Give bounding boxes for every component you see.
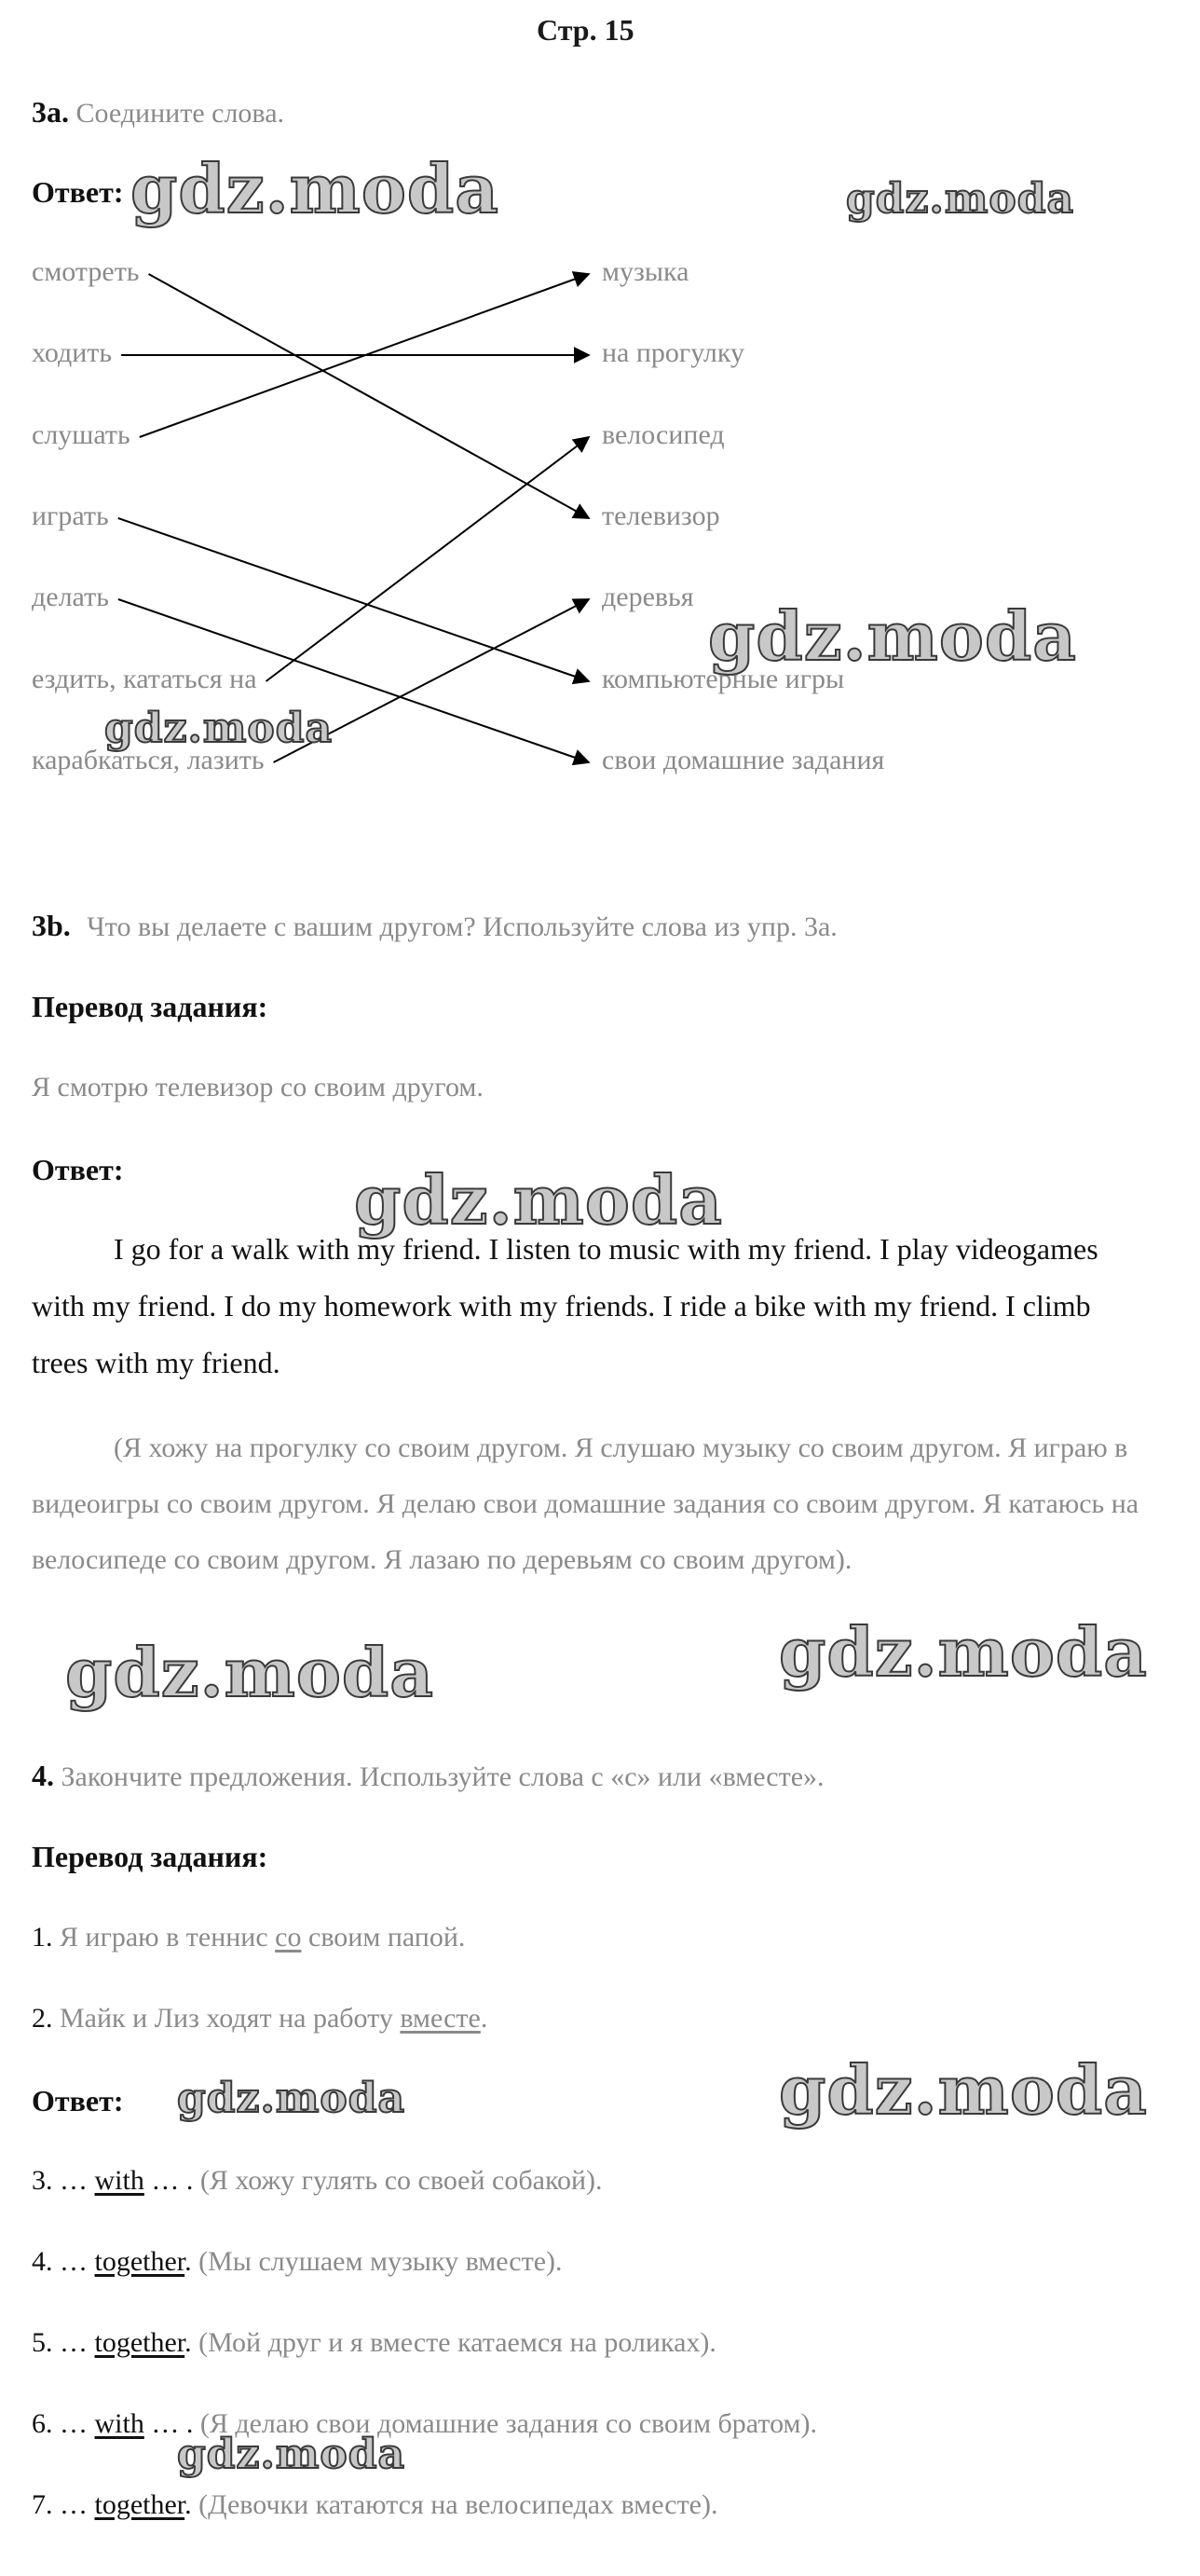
answer-pre: … — [60, 2408, 95, 2439]
answer-post: . — [184, 2246, 192, 2277]
ex4-heading — [32, 1759, 825, 1793]
answer-translation: (Мы слушаем музыку вместе). — [191, 2246, 563, 2277]
answer-word: with — [94, 2165, 144, 2196]
answer-post: … . — [143, 2408, 194, 2439]
answer-word: together — [94, 2489, 185, 2520]
watermark: gdz.moda — [177, 2431, 406, 2478]
watermark: gdz.moda — [779, 1612, 1148, 1692]
answer-word: with — [94, 2408, 144, 2439]
ex4-task: Закончите предложения. Используйте слова с «с» или «вместе». — [61, 1761, 825, 1792]
answer-post: . — [184, 2489, 192, 2520]
example-text: Майк и Лиз ходят на работу — [60, 2003, 401, 2034]
ex4-answer-3 — [32, 2165, 603, 2197]
watermark: gdz.moda — [65, 1633, 434, 1712]
example-num: 1. — [32, 1922, 53, 1953]
watermark: gdz.moda — [779, 2050, 1148, 2130]
ex3b-translation-label: Перевод задания: — [32, 990, 268, 1023]
answer-translation: (Девочки катаются на велосипедах вместе). — [191, 2489, 718, 2520]
ex3a-task: Соедините слова. — [75, 98, 285, 129]
left-word-6: карабкаться, лазить — [32, 745, 265, 775]
left-word-4: делать — [32, 582, 109, 612]
ex3b-translation: Я смотрю телевизор со своим другом. — [32, 1072, 484, 1103]
ex4-answer-6 — [32, 2408, 817, 2440]
ex3b-number: 3b. — [32, 909, 71, 942]
answer-word: together — [94, 2327, 185, 2358]
ex3b-heading — [32, 909, 838, 943]
match-arrow-5-2 — [266, 437, 589, 681]
watermark: gdz.moda — [708, 596, 1077, 676]
answer-pre: … — [60, 2246, 95, 2277]
answer-num: 6. — [32, 2408, 53, 2439]
answer-translation: (Я хожу гулять со своей собакой). — [193, 2165, 603, 2196]
ex4-translation-label: Перевод задания: — [32, 1840, 268, 1873]
match-arrow-3-5 — [118, 518, 589, 681]
ex3b-task: Что вы делаете с вашим другом? Используйте слова из упр. 3а. — [87, 911, 838, 942]
ex3b-answer-en: I go for a walk with my friend. I listen to music with my friend. I play videogames with my friend. I do my homework with my friends. I ride a bike with my friend. I climb trees with my friend. — [32, 1232, 1098, 1379]
answer-translation: (Мой друг и я вместе катаемся на роликах). — [191, 2327, 716, 2358]
ex3a-number: 3a. — [32, 95, 69, 129]
answer-num: 4. — [32, 2246, 53, 2277]
ex4-answer-label: Ответ: — [32, 2084, 124, 2117]
ex4-answer-4 — [32, 2246, 563, 2278]
example-num: 2. — [32, 2003, 53, 2034]
answer-pre: … — [60, 2165, 95, 2196]
answer-pre: … — [60, 2489, 95, 2520]
left-word-2: слушать — [32, 419, 130, 450]
answer-post: … . — [143, 2165, 194, 2196]
example-text: своим папой. — [301, 1922, 466, 1953]
ex3b-answer-ru: (Я хожу на прогулку со своим другом. Я слушаю музыку со своим другом. Я играю в видеоигры со своим другом. Я делаю свои домашние задания со своим другом. Я катаюсь на велосипеде со своим другом. Я лазаю по деревьям со своим другом). — [32, 1432, 1139, 1575]
ex3b-answer-label: Ответ: — [32, 1153, 124, 1186]
example-text: Я играю в теннис — [60, 1922, 276, 1953]
ex4-number: 4. — [32, 1759, 54, 1792]
right-word-2: велосипед — [602, 419, 725, 450]
watermark: gdz.moda — [104, 705, 334, 752]
example-word: со — [275, 1922, 302, 1953]
right-word-5: компьютерные игры — [602, 664, 845, 694]
right-word-0: музыка — [602, 256, 689, 287]
ex4-answer-5 — [32, 2327, 716, 2359]
page-header: Стр. 15 — [537, 13, 634, 47]
left-word-5: ездить, кататься на — [32, 664, 257, 694]
answer-word: together — [94, 2246, 185, 2277]
answer-post: . — [184, 2327, 192, 2358]
answer-pre: … — [60, 2327, 95, 2358]
example-word: вместе — [400, 2003, 481, 2034]
watermark: gdz.moda — [354, 1160, 723, 1240]
right-word-1: на прогулку — [602, 337, 745, 368]
ex4-example-1 — [32, 1922, 465, 1953]
watermark: gdz.moda — [130, 149, 499, 228]
right-word-6: свои домашние задания — [602, 745, 885, 775]
match-arrow-0-3 — [149, 274, 590, 518]
example-text: . — [480, 2003, 488, 2034]
ex3a-answer-label: Ответ: — [32, 175, 124, 209]
right-word-3: телевизор — [602, 500, 720, 531]
ex4-answer-7 — [32, 2489, 717, 2521]
right-word-4: деревья — [602, 582, 694, 612]
left-word-1: ходить — [32, 337, 113, 368]
answer-num: 3. — [32, 2165, 53, 2196]
answer-translation: (Я делаю свои домашние задания со своим братом). — [193, 2408, 817, 2439]
watermark: gdz.moda — [177, 2075, 406, 2122]
ex4-example-2 — [32, 2003, 487, 2035]
left-word-3: играть — [32, 500, 109, 531]
answer-num: 5. — [32, 2327, 53, 2358]
answer-num: 7. — [32, 2489, 53, 2520]
left-word-0: смотреть — [32, 256, 140, 287]
watermark: gdz.moda — [846, 175, 1075, 223]
